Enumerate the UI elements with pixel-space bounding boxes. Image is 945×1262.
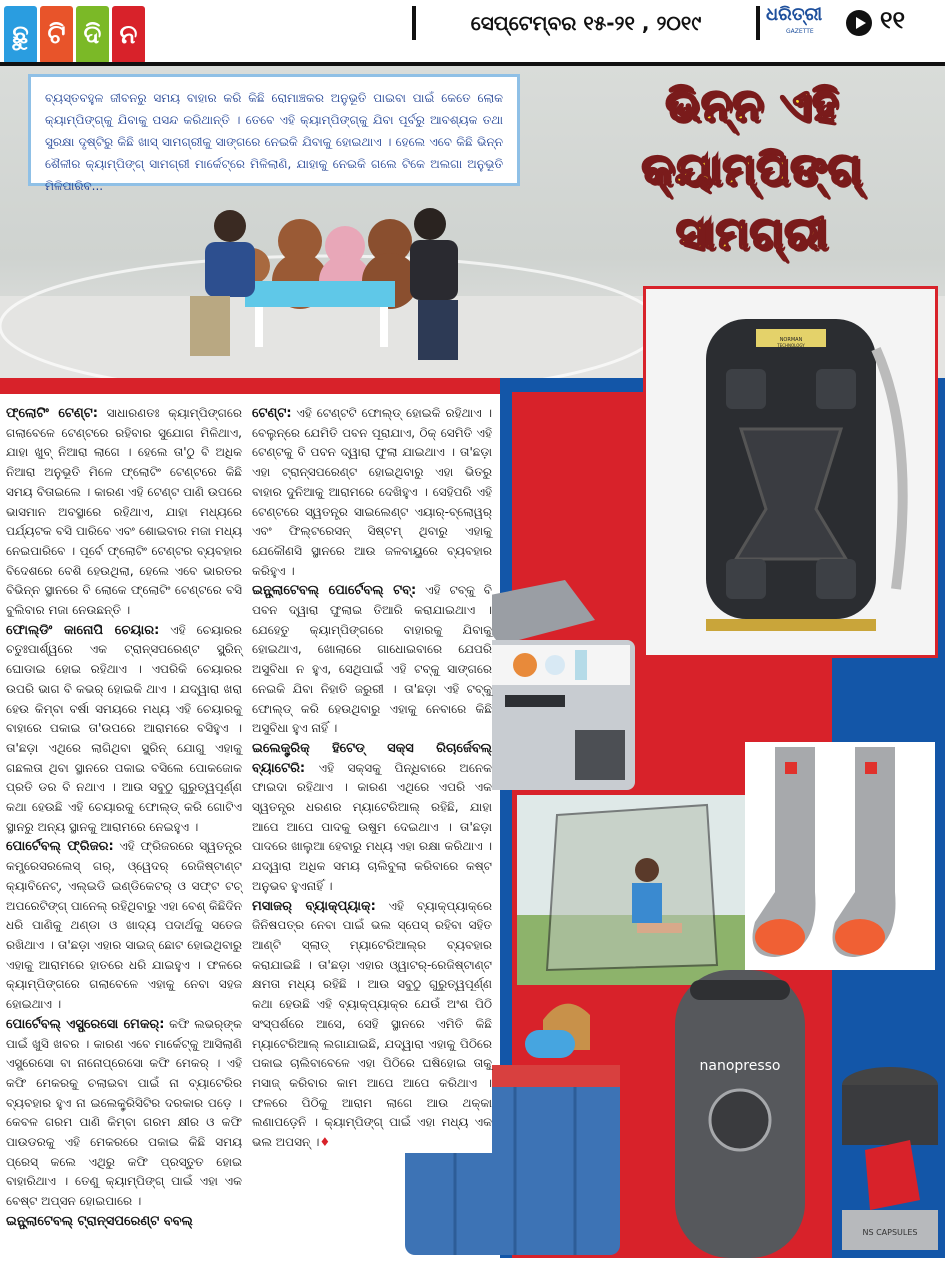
para-bubble-tent bbox=[252, 404, 492, 581]
backpack-illustration bbox=[646, 289, 935, 655]
nanopresso-image bbox=[665, 960, 815, 1258]
subhead-bubble-tent: ଇନ୍ଫ୍ଲାଟେବଲ୍ ଟ୍ରାନ୍ସପରେଣ୍ଟ ବବଲ୍ bbox=[6, 1213, 193, 1229]
capsule-adapter-image bbox=[830, 1060, 945, 1258]
para-massager-backpack bbox=[252, 897, 492, 1153]
subhead-portable-tub: ଇନ୍ଫ୍ଲାଟେବଲ୍ ପୋର୍ଟେବଲ୍ ଟବ୍: bbox=[252, 583, 417, 599]
body-portable-tub: ଏହି ଟବ୍‌କୁ ବି ପବନ ଦ୍ୱାରା ଫୁଲାଇ ତିଆରି କରାଯାଇଥାଏ । ଯେହେତୁ କ୍ୟାମ୍ପିଙ୍ଗରେ ବାହାରକୁ ଯିବାକୁ ହୋଇଥାଏ, ଖୋଲାରେ ଗାଧୋଇବାରେ ଯେପରି ଅସୁବିଧା ନ ହୁଏ, ସେଥିପାଇଁ ଏହି ଟବ୍‌କୁ ସାଙ୍ଗରେ ନେଇକି ଯିବା ନିହାତି ଜରୁରୀ । ତା'ଛଡ଼ା ଏହି ଟବ୍‌କୁ ଫୋଲ୍ଡ୍ କରି ହେଉଥିବାରୁ ଏହାକୁ ନେବାରେ କିଛି ଅସୁବିଧା ହୁଏ ନାହିଁ । bbox=[252, 583, 492, 736]
canopy-chair-illustration bbox=[517, 795, 745, 985]
body-massager-backpack: ଏହି ବ୍ୟାକ୍‌ପ୍ୟାକ୍‌ରେ ଜିନିଷପତ୍ର ନେବା ପାଇଁ ଭଲ ସ୍ପେସ୍ ରହିବା ସହିତ ଆଣ୍ଟି ସ୍ଲାଡ୍ ମ୍ୟାଟେରିଆଲ୍‌ର ବ୍ୟବହାର କରାଯାଇଛି । ତା'ଛଡ଼ା ଏହାର ଓ୍ୱାଟର୍-ରେଜିଷ୍ଟାଣ୍ଟ କ୍ଷମତା ମଧ୍ୟ ରହିଛି । ଆଉ ସବୁଠୁ ଗୁରୁତ୍ୱପୂର୍ଣ୍ଣ କଥା ହେଉଛି ଏହି ବ୍ୟାକ୍‌ପ୍ୟାକ୍‌ର ଯେଉଁ ଅଂଶ ପିଠି ସଂସ୍ପର୍ଶରେ ଆସେ, ସେହି ସ୍ଥାନରେ ଏମିତି କିଛି ମ୍ୟାଟେରିଆଲ୍ ଲଗାଯାଇଛି, ଯଦ୍ୱାରା ଏହାକୁ ପିଠିରେ ପକାଇ ଚାଲିବାବେଳେ ଏହା ପିଠିରେ ଘଷିହୋଇ ତାକୁ ମସାଜ୍ କରିବାର କାମ ଆପେ ଆପେ କରିଥାଏ । ଫଳରେ ପିଠିକୁ ଆରାମ ଲାଗେ ଆଉ ଥକ୍କା ଲଣାପଡ଼େନି । କ୍ୟାମ୍ପିଙ୍ଗ୍ ପାଇଁ ଏହା ମଧ୍ୟ ଏକ ଭଲ ଅପସନ୍ । bbox=[252, 898, 492, 1150]
canopy-chair-image bbox=[517, 795, 745, 985]
section-letter-4: ନ bbox=[112, 6, 145, 64]
headline-line-1: ଭିନ୍ନ ଏହି bbox=[665, 80, 839, 131]
para-heated-socks bbox=[252, 739, 492, 897]
section-letter-1: ଛୁ bbox=[4, 6, 37, 64]
para-espresso-maker bbox=[6, 1015, 242, 1212]
body-heated-socks: ଏହି ସକ୍ସକୁ ପିନ୍ଧିବାରେ ଅନେକ ଫାଇଦା ରହିଥାଏ । କାରଣ ଏଥିରେ ଏପରି ଏକ ସ୍ୱତନ୍ତ୍ର ଧରଣର ମ୍ୟାଟେରିଆଲ୍ ରହିଛି, ଯାହା ଆପେ ଆପେ ପାଦକୁ ଉଷୁମ ଦେଇଥାଏ । ତା'ଛଡ଼ା ପାଦରେ ଖାଲୁଆ ହେବାରୁ ମଧ୍ୟ ଏହା ରକ୍ଷା କରିଥାଏ । ଯଦ୍ୱାରା ଅଧିକ ସମୟ ଚାଲିବୁଲା କରିବାରେ କଷ୍ଟ ଅନୁଭବ ହୁଏନାହିଁ । bbox=[252, 760, 492, 893]
backpack-image bbox=[643, 286, 938, 658]
body-floating-tent: ସାଧାରଣତଃ କ୍ୟାମ୍ପିଙ୍ଗରେ ଗଲାବେଳେ ଟେଣ୍ଟରେ ରହିବାର ସୁଯୋଗ ମିଳିଥାଏ, ଯାହା ଖୁବ୍ ନିଆରା ଲାଗେ । ହେଲେ ତା'ଠୁ ବି ଅଧିକ ନିଆରା ଅନୁଭୂତି ମିଳେ ଫ୍ଲୋଟିଂ ଟେଣ୍ଟରେ କିଛି ସମୟ ବିତାଇଲେ । କାରଣ ଏହି ଟେଣ୍ଟ ପାଣି ଉପରେ ଭାସମାନ ଅବସ୍ଥାରେ ରହିଥାଏ, ଯାହା ମଧ୍ୟରେ ପର୍ଯ୍ୟଟକ ବସି ପାରିବେ ଏବଂ ଶୋଇବାର ମଜା ମଧ୍ୟ ନେଇପାରିବେ । ପୂର୍ବେ ଫ୍ଲୋଟିଂ ଟେଣ୍ଟର ବ୍ୟବହାର ବିଦେଶରେ ବେଶି ହେଉଥିଲା, ହେଲେ ଏବେ ଭାରତର ବିଭିନ୍ନ ସ୍ଥାନରେ ବି ଲୋକେ ଫ୍ଲୋଟିଂ ଟେଣ୍ଟରେ ବସି ବୁଲିବାର ମଜା ନେଉଛନ୍ତି । bbox=[6, 406, 242, 618]
subhead-portable-freezer: ପୋର୍ଟେବଲ୍ ଫ୍ରିଜର: bbox=[6, 839, 114, 855]
page-number: ୧୧ bbox=[880, 6, 906, 34]
para-portable-freezer bbox=[6, 837, 242, 1014]
body-canopy-chair: ଏହି ଚେୟାରର ଚତୁଃପାର୍ଶ୍ୱରେ ଏକ ଟ୍ରାନ୍ସପରେଣ୍ଟ ସ୍କ୍ରିନ୍ ଘୋଡାଇ ହୋଇ ରହିଥାଏ । ଏପରିକି ଚେୟାରର ଉପରି ଭାଗ ବି କଭର୍ ହୋଇକି ଥାଏ । ଯଦ୍ୱାରା ଖରା ହେଉ କିମ୍ବା ବର୍ଷା ସମୟରେ ମଧ୍ୟ ଏହି ଚେୟାରକୁ ବାହାରେ ପକାଇ ତା'ଉପରେ ଆରାମରେ ବସିହୁଏ । ତା'ଛଡ଼ା ଏଥିରେ ଲାଗିଥିବା ସ୍କ୍ରିନ୍ ଯୋଗୁ ଏହାକୁ ଗଛଲତା ଥିବା ସ୍ଥାନରେ ପକାଇ ବସିଲେ ପୋକଜୋକ ପ୍ରତି ଡର ବି ନଥାଏ । ଆଉ ସବୁଠୁ ଗୁରୁତ୍ୱପୂର୍ଣ୍ଣ କଥା ହେଉଛି ଏହି ଚେୟାରକୁ ଫୋଲ୍ଡ୍ କରି ଗୋଟିଏ ସ୍ଥାନରୁ ଅନ୍ୟ ସ୍ଥାନକୁ ଆରାମରେ ନେଇହୁଏ । bbox=[6, 622, 242, 834]
brand-subtitle: GAZETTE bbox=[786, 28, 814, 35]
article-column-1 bbox=[6, 404, 242, 1232]
para-bubble-tent-start bbox=[6, 1212, 242, 1232]
bag-label-1: NORMAN bbox=[779, 337, 803, 343]
nanopresso-illustration bbox=[665, 960, 815, 1258]
section-letter-3: ଦି bbox=[76, 6, 109, 64]
para-canopy-chair bbox=[6, 621, 242, 838]
para-floating-tent bbox=[6, 404, 242, 621]
body-bubble-tent: ଏହି ଟେଣ୍ଟଟି ଫୋଲ୍ଡ୍ ହୋଇକି ରହିଥାଏ । ବେଲୁନ୍‌ରେ ଯେମିତି ପବନ ପୂରାଯାଏ, ଠିକ୍ ସେମିତି ଏହି ଟେଣ୍ଟକୁ ବି ପବନ ଦ୍ୱାରା ଫୁଲା ଯାଇଥାଏ । ତା'ଛଡ଼ା ଏହା ଟ୍ରାନ୍ସପରେଣ୍ଟ ହୋଇଥିବାରୁ ଏହା ଭିତରୁ ବାହାର ଦୁନିଆକୁ ଆରାମରେ ଦେଖିହୁଏ । ସେହିପରି ଏହି ଟେଣ୍ଟରେ ସ୍ୱତନ୍ତ୍ର ସାଇଲେଣ୍ଟ ଏୟାର୍-ବ୍ଲୋୱର୍ ଏବଂ ଫିଲ୍ଟରେସନ୍ ସିଷ୍ଟମ୍ ଥିବାରୁ ଏହାକୁ ଯେକୌଣସି ସ୍ଥାନରେ ଆଉ ଜଳବାୟୁରେ ବ୍ୟବହାର କରିହୁଏ । bbox=[252, 406, 492, 578]
end-mark-icon: ♦ bbox=[319, 1135, 331, 1150]
subhead-canopy-chair: ଫୋଲ୍ଡିଂ କାନୋପି ଚେୟାର: bbox=[6, 622, 160, 638]
para-portable-tub bbox=[252, 581, 492, 739]
headline-line-3: ସାମଗ୍ରୀ bbox=[675, 208, 829, 259]
play-icon bbox=[846, 10, 872, 36]
coffee-brand-text: nanopresso bbox=[699, 1058, 781, 1074]
subhead-tent-cont: ଟେଣ୍ଟ: bbox=[252, 406, 292, 421]
intro-box: ବ୍ୟସ୍ତବହୁଳ ଜୀବନରୁ ସମୟ ବାହାର କରି କିଛି ରୋମାଞ୍ଚକର ଅନୁଭୂତି ପାଇବା ପାଇଁ କେତେ ଲୋକ କ୍ୟାମ୍ପିଙ୍ଗ୍‌କୁ ଯିବାକୁ ପସନ୍ଦ କରିଥାନ୍ତି । ତେବେ ଏହି କ୍ୟାମ୍ପିଙ୍ଗ୍‌କୁ ଯିବା ପୂର୍ବରୁ ଆବଶ୍ୟକ ତଥା ସୁରକ୍ଷା ଦୃଷ୍ଟିରୁ କିଛି ଖାସ୍ ସାମଗ୍ରୀକୁ ସାଙ୍ଗରେ ନେଇକି ଯିବାକୁ ହୋଇଥାଏ । ହେଲେ ଏବେ କିଛି ଭିନ୍ନ ଶୈଳୀର କ୍ୟାମ୍ପିଙ୍ଗ୍ ସାମଗ୍ରୀ ମାର୍କେଟ୍‌ରେ ମିଳିଲାଣି, ଯାହାକୁ ନେଇକି ଗଲେ ଟିକେ ଅଲଗା ଅନୁଭୂତି ମିଳିପାରିବ... bbox=[28, 74, 520, 186]
capsule-illustration bbox=[830, 1060, 945, 1258]
body-portable-freezer: ଏହି ଫ୍ରିଜରରେ ସ୍ୱତନ୍ତ୍ର କମ୍ପ୍ରେସରଲେସ୍ ଗର୍, ଓ୍ୱେଦର୍ ରେଜିଷ୍ଟାଣ୍ଟ କ୍ୟାବିନେଟ୍, ଏଲ୍ଇଡି ଇଣ୍ଡିକେଟର୍ ଓ ସଫ୍ଟ ଟଚ୍ ଅପରେଟିଙ୍ଗ୍ ପାନେଲ୍ ରହିଥିବାରୁ ଏହା ବେଶ୍ କିଛିଦିନ ଧରି ପାଣିକୁ ଥଣ୍ଡା ଓ ଖାଦ୍ୟ ପଦାର୍ଥକୁ ସତେଜ ରଖିଥାଏ । ତା'ଛଡ଼ା ଏହାର ସାଇଜ୍ ଛୋଟ ହୋଇଥିବାରୁ ଏହାକୁ ଆରାମରେ ହାତରେ ଧରି ଯାଇହୁଏ । ଫଳରେ କ୍ୟାମ୍ପିଙ୍ଗରେ ଗଲାବେଳେ ଏହାକୁ ନେବା ସହଜ ହୋଇଥାଏ । bbox=[6, 839, 243, 1012]
socks-illustration bbox=[745, 742, 935, 970]
section-letter-2: ଟି bbox=[40, 6, 73, 64]
headline bbox=[572, 80, 942, 280]
capsule-label: NS CAPSULES bbox=[862, 1228, 918, 1237]
subhead-massager-backpack: ମସାଜର୍ ବ୍ୟାକ୍‌ପ୍ୟାକ୍: bbox=[252, 898, 376, 914]
subhead-espresso-maker: ପୋର୍ଟେବଲ୍ ଏସ୍ପ୍ରେସୋ ମେକର୍: bbox=[6, 1016, 165, 1032]
bag-label-2: TECHNOLOGY bbox=[777, 343, 805, 348]
body-espresso-maker: କଫି ଲଭର୍‌ଙ୍କ ପାଇଁ ଖୁସି ଖବର । କାରଣ ଏବେ ମାର୍କେଟ୍‌କୁ ଆସିଲାଣି ଏସ୍ପ୍ରେସୋ ବା ନାନୋପ୍ରେସୋ କଫି ମେକର୍ । ଏହି କଫି ମେକରକୁ ଚଲାଇବା ପାଇଁ ନା ବ୍ୟାଟେରିର ବ୍ୟବହାର ହୁଏ ନା ଇଲେକ୍ଟ୍ରିସିଟିର ଦରକାର ପଡ଼େ । କେବଳ ଗରମ ପାଣି କିମ୍ବା ଗରମ କ୍ଷୀର ଓ କଫି ପାଉଡରକୁ ଏହି ମେକରରେ ପକାଇ କିଛି ସମୟ ପ୍ରେସ୍ କଲେ ଏଥିରୁ କଫି ପ୍ରସ୍ତୁତ ହୋଇ ବାହାରିଥାଏ । ତେଣୁ କ୍ୟାମ୍ପିଙ୍ଗ୍ ପାଇଁ ଏହା ଏକ ବେଷ୍ଟ ଅପ୍ସନ ହୋଇପାରେ । bbox=[6, 1016, 242, 1209]
issue-date: ସେପ୍ଟେମ୍ବର ୧୫-୨୧ , ୨୦୧୯ bbox=[412, 6, 760, 40]
subhead-floating-tent: ଫ୍ଲୋଟିଂ ଟେଣ୍ଟ: bbox=[6, 406, 98, 421]
masthead bbox=[0, 0, 945, 64]
subhead-heated-socks: ଇଲେକ୍ଟ୍ରିକ୍ ହିଟେଡ୍ ସକ୍ସ ରିଚାର୍ଜେବଲ୍ ବ୍ୟାଟେରି: bbox=[252, 740, 492, 776]
brand-logo: ଧରିତ୍ରୀ bbox=[766, 4, 823, 25]
heated-socks-image bbox=[745, 742, 935, 970]
article-column-2 bbox=[252, 404, 492, 1153]
headline-line-2: କ୍ୟାମ୍ପିଙ୍ଗ୍ bbox=[641, 144, 863, 195]
